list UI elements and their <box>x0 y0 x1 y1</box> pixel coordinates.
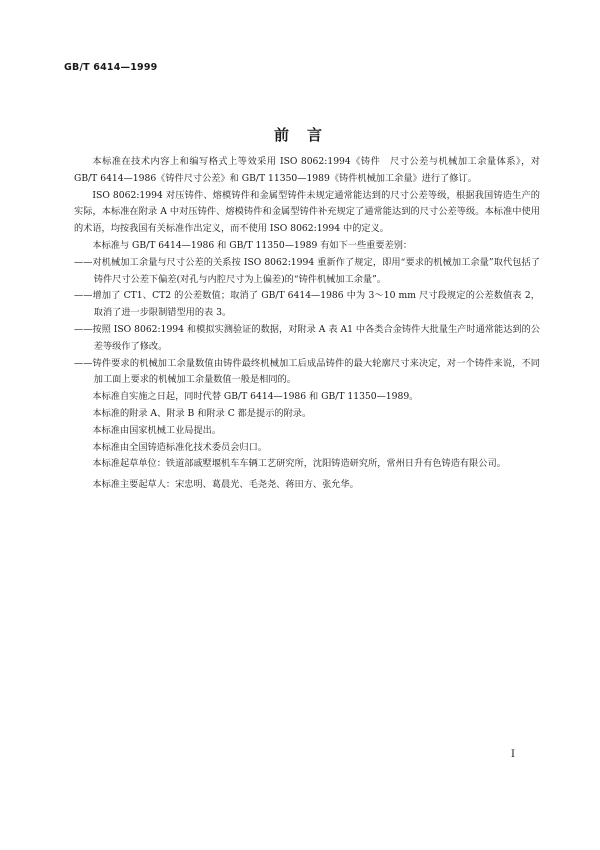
difference-item-3: ——按照 ISO 8062:1994 和模拟实测验证的数据，对附录 A 表 A1 中各类合金铸件大批量生产时通常能达到的公差等级作了修改。 <box>74 323 540 352</box>
closing-drafters: 本标准主要起草人：宋忠明、葛晨光、毛尧尧、蒋田方、张允华。 <box>92 479 359 491</box>
foreword-paragraph-2: ISO 8062:1994 对压铸件、熔模铸件和金属型铸件未规定通常能达到的尺寸公差等级，根据我国铸造生产的实际，本标准在附录 A 中对压铸件、熔模铸件和金属型铸件补充规定了通常能达到的尺寸公差等级。本标准中使用的术语，均按我国有关标准作出定义，而不使用 ISO 8062:1994 中的定义。 <box>74 189 540 235</box>
closing-committee-note: 本标准由全国铸造标准化技术委员会归口。 <box>92 441 267 453</box>
difference-item-1: ——对机械加工余量与尺寸公差的关系按 ISO 8062:1994 重新作了规定，即用“要求的机械加工余量”取代包括了铸件尺寸公差下偏差(对孔与内腔尺寸为上偏差)的“铸件机械加工余量”。 <box>74 256 540 285</box>
difference-item-4: ——铸件要求的机械加工余量数值由铸件最终机械加工后成品铸件的最大轮廓尺寸来决定，对一个铸件来说，不同加工面上要求的机械加工余量数值一般是相同的。 <box>74 357 540 386</box>
closing-appendix-note: 本标准的附录 A、附录 B 和附录 C 都是提示的附录。 <box>92 407 312 419</box>
foreword-body <box>74 154 540 494</box>
foreword-paragraph-1: 本标准在技术内容上和编写格式上等效采用 ISO 8062:1994《铸件 尺寸公差与机械加工余量体系》，对 GB/T 6414—1986《铸件尺寸公差》和 GB/T 11350—1989《铸件机械加工余量》进行了修订。 <box>74 156 540 184</box>
closing-proposer-note: 本标准由国家机械工业局提出。 <box>92 424 222 436</box>
standard-code-header: GB/T 6414—1999 <box>64 62 158 73</box>
page-number: I <box>511 749 515 760</box>
page-title: 前言 <box>273 126 340 144</box>
difference-item-2: ——增加了 CT1、CT2 的公差数值；取消了 GB/T 6414—1986 中为 3～10 mm 尺寸段规定的公差数值表 2，取消了进一步限制错型用的表 3。 <box>74 290 540 319</box>
closing-replacement-note: 本标准自实施之日起，同时代替 GB/T 6414—1986 和 GB/T 11350—1989。 <box>92 391 419 403</box>
foreword-paragraph-3: 本标准与 GB/T 6414—1986 和 GB/T 11350—1989 有如下一些重要差别： <box>92 239 413 251</box>
closing-drafting-units: 本标准起草单位：铁道部戚墅堰机车车辆工艺研究所，沈阳铸造研究所，常州日升有色铸造有限公司。 <box>92 458 506 470</box>
